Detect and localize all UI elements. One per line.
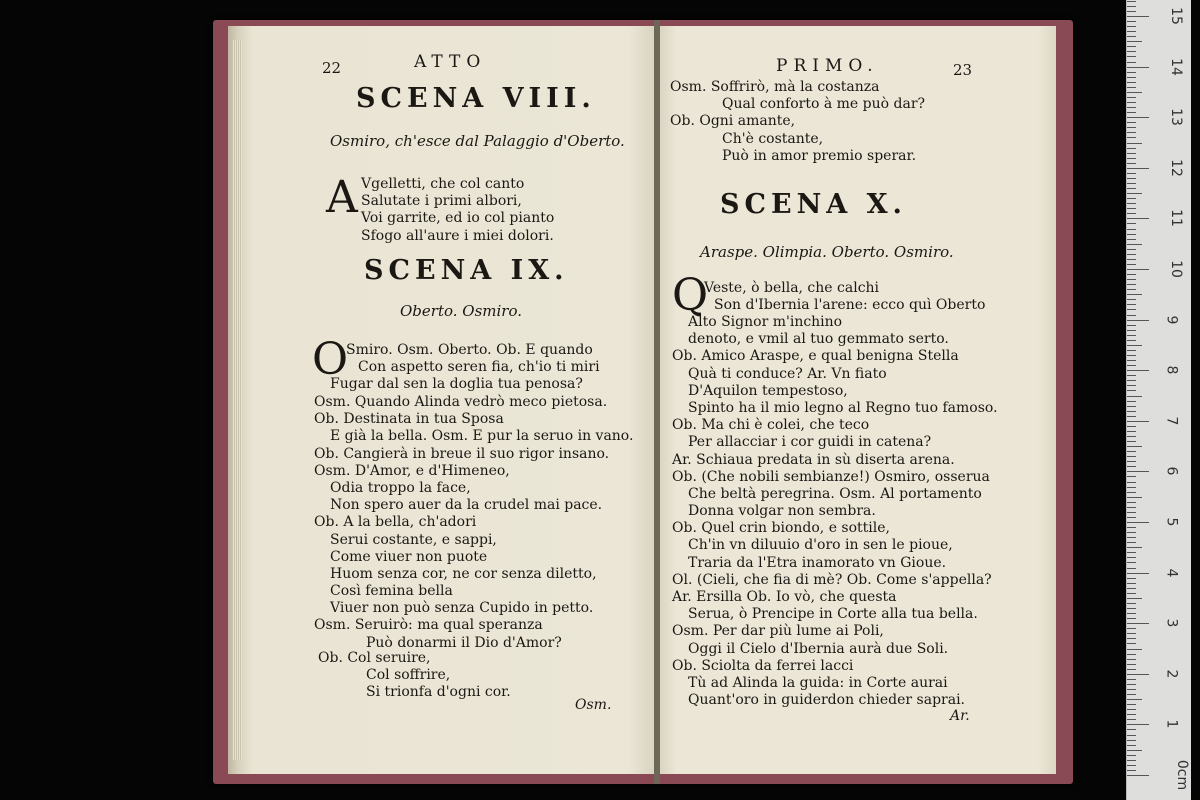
ruler-tick (1127, 168, 1149, 169)
verse-line: Veste, ò bella, che calchi (704, 280, 880, 296)
verse-line: E già la bella. Osm. E pur la seruo in vano. (330, 428, 634, 445)
ruler-tick (1127, 137, 1136, 138)
verse-line: Per allacciar i cor guidi in catena? (688, 434, 932, 451)
ruler-tick (1127, 26, 1136, 27)
ruler-tick (1127, 446, 1142, 447)
ruler-tick (1127, 401, 1136, 402)
ruler-tick (1127, 532, 1136, 533)
page-number-left: 22 (322, 59, 342, 77)
ruler-number: 10 (1167, 260, 1184, 278)
ruler-tick (1127, 750, 1142, 751)
verse-line: Ol. (Cieli, che fia di mè? Ob. Come s'appella? (672, 571, 992, 588)
scene-ix-initial: O (312, 334, 349, 385)
ruler-tick (1127, 229, 1136, 230)
ruler-tick (1127, 552, 1136, 553)
verse-line: Alto Signor m'inchino (688, 314, 843, 330)
ruler-tick (1127, 542, 1136, 543)
verse-line: Può in amor premio sperar. (722, 147, 917, 164)
verse-line: Ch'è costante, (722, 130, 824, 147)
ruler-tick (1127, 512, 1136, 513)
verse-line: Si trionfa d'ogni cor. (366, 684, 511, 701)
ruler-tick (1127, 223, 1136, 224)
verse-line: Ob. Destinata in tua Sposa (314, 411, 504, 428)
ruler-tick (1127, 16, 1149, 17)
ruler-tick (1127, 426, 1136, 427)
ruler-tick (1127, 684, 1136, 685)
ruler-tick (1127, 421, 1149, 422)
verse-line: Qual conforto à me può dar? (722, 96, 926, 113)
ruler-tick (1127, 122, 1136, 123)
ruler-number: 11 (1167, 209, 1184, 228)
ruler-tick (1127, 557, 1136, 558)
verse-line: Odia troppo la face, (330, 479, 471, 496)
ruler-tick (1127, 117, 1149, 118)
ruler-tick (1127, 507, 1136, 508)
ruler-number: 14 (1167, 57, 1184, 76)
ruler-tick (1127, 188, 1136, 189)
verse-line: Ch'in vn diluuio d'oro in sen le pioue, (688, 537, 953, 554)
ruler-tick (1127, 704, 1136, 705)
ruler-tick (1127, 714, 1136, 715)
ruler-number: 8 (1163, 365, 1180, 375)
ruler-tick (1127, 537, 1136, 538)
verse-line: Vgelletti, che col canto (361, 176, 525, 192)
scene-viii-initial: A (326, 172, 358, 223)
ruler-tick (1127, 213, 1136, 214)
ruler-tick (1127, 289, 1136, 290)
ruler-tick (1127, 729, 1136, 730)
ruler-tick (1127, 441, 1136, 442)
ruler-tick (1127, 340, 1136, 341)
ruler-tick (1127, 254, 1136, 255)
ruler-number: 9 (1163, 315, 1180, 325)
verse-line: Smiro. Osm. Oberto. Ob. E quando (346, 342, 593, 358)
ruler-tick (1127, 203, 1136, 204)
ruler-tick (1127, 411, 1136, 412)
ruler-tick (1127, 309, 1136, 310)
ruler-number: 1 (1163, 719, 1180, 729)
verse-line: Salutate i primi albori, (361, 193, 522, 210)
ruler-tick (1127, 335, 1136, 336)
verse-line: Donna volgar non sembra. (688, 503, 876, 520)
ruler-tick (1127, 249, 1136, 250)
ruler-tick (1127, 269, 1149, 270)
verse-line: Ob. Col seruire, (318, 650, 431, 666)
ruler-tick (1127, 740, 1136, 741)
ruler-tick (1127, 279, 1136, 280)
ruler-tick (1127, 396, 1142, 397)
verse-line: Ob. Sciolta da ferrei lacci (672, 657, 854, 674)
ruler-tick (1127, 62, 1136, 63)
ruler-tick (1127, 294, 1142, 295)
ruler-tick (1127, 573, 1149, 574)
ruler-tick (1127, 198, 1136, 199)
verse-line: D'Aquilon tempestoso, (688, 382, 848, 399)
ruler-tick (1127, 502, 1136, 503)
ruler-tick (1127, 41, 1142, 42)
verse-line: Serua, ò Prencipe in Corte alla tua bella. (688, 606, 978, 623)
ruler-tick (1127, 1, 1136, 2)
verse-line: Ob. Ogni amante, (670, 113, 796, 130)
ruler-tick (1127, 132, 1136, 133)
verse-line: Viuer non può senza Cupido in petto. (330, 600, 594, 617)
ruler-tick (1127, 112, 1136, 113)
ruler-tick (1127, 679, 1136, 680)
verse-line: Ob. (Che nobili sembianze!) Osmiro, osserua (672, 468, 990, 485)
ruler-tick (1127, 72, 1136, 73)
ruler-tick (1127, 304, 1136, 305)
verse-line: Ob. Amico Araspe, e qual benigna Stella (672, 348, 959, 365)
ruler-number: 15 (1167, 7, 1184, 25)
ruler-tick (1127, 183, 1136, 184)
verse-line: denoto, e vmil al tuo gemmato serto. (688, 331, 949, 348)
ruler-tick (1127, 208, 1136, 209)
ruler-tick (1127, 476, 1136, 477)
verse-line: Con aspetto seren fia, ch'io ti miri (358, 359, 600, 376)
ruler-tick (1127, 694, 1136, 695)
page-edges (232, 40, 242, 760)
scene-viii-subtitle: Osmiro, ch'esce dal Palaggio d'Oberto. (330, 132, 625, 150)
ruler-tick (1127, 370, 1149, 371)
ruler-tick (1127, 320, 1149, 321)
ruler-tick (1127, 487, 1136, 488)
verse-line: Tù ad Alinda la guida: in Corte aurai (688, 674, 948, 691)
catchword-left: Osm. (575, 697, 612, 713)
ruler-tick (1127, 755, 1136, 756)
ruler-tick (1127, 107, 1136, 108)
scene-ix-text-b (314, 394, 633, 652)
ruler-tick (1127, 598, 1142, 599)
ruler-tick (1127, 613, 1136, 614)
ruler-tick (1127, 669, 1136, 670)
ruler-tick (1127, 770, 1136, 771)
verse-line: Spinto ha il mio legno al Regno tuo famoso. (688, 399, 998, 416)
ruler-tick (1127, 471, 1149, 472)
ruler-tick (1127, 664, 1136, 665)
ruler-tick (1127, 654, 1136, 655)
ruler-tick (1127, 330, 1136, 331)
scene-x-subtitle: Araspe. Olimpia. Oberto. Osmiro. (700, 243, 954, 261)
ruler-tick (1127, 497, 1142, 498)
ruler-number: 5 (1163, 517, 1180, 527)
ruler-tick (1127, 299, 1136, 300)
ruler-tick (1127, 649, 1142, 650)
verse-line: Son d'Ibernia l'arene: ecco quì Oberto (714, 297, 986, 314)
ruler-tick (1127, 259, 1136, 260)
ruler-number: 0cm (1174, 759, 1191, 791)
verse-line: Ar. Schiaua predata in sù diserta arena. (672, 451, 955, 468)
verse-line: Quant'oro in guiderdon chieder saprai. (688, 692, 965, 709)
ruler-tick (1127, 608, 1136, 609)
ruler-tick (1127, 724, 1149, 725)
ruler-number: 12 (1167, 158, 1184, 177)
verse-line: Quà ti conduce? Ar. Vn fiato (688, 365, 887, 382)
ruler-tick (1127, 719, 1136, 720)
catchword-right: Ar. (950, 708, 970, 724)
ruler-tick (1127, 466, 1136, 467)
ruler-tick (1127, 618, 1136, 619)
ruler-tick (1127, 153, 1136, 154)
ruler-tick (1127, 517, 1136, 518)
scene-ix-text-a (330, 342, 600, 394)
ruler-tick (1127, 643, 1136, 644)
ruler-tick (1127, 638, 1136, 639)
verse-line: Osm. Seruirò: ma qual speranza (314, 617, 543, 634)
ruler-tick (1127, 315, 1136, 316)
verse-line: Col soffrire, (366, 667, 451, 684)
ruler-tick (1127, 659, 1136, 660)
verse-line: Osm. D'Amor, e d'Himeneo, (314, 462, 510, 479)
ruler-number: 7 (1163, 416, 1180, 426)
scene-viii-title: SCENA VIII. (356, 83, 596, 114)
ruler-number: 2 (1163, 669, 1180, 679)
ruler-tick (1127, 765, 1136, 766)
ruler-tick (1127, 264, 1136, 265)
ruler-tick (1127, 163, 1136, 164)
ruler-tick (1127, 482, 1136, 483)
ruler-tick (1127, 689, 1136, 690)
ruler-tick (1127, 178, 1136, 179)
verse-line: Serui costante, e sappi, (330, 531, 497, 548)
ruler-tick (1127, 431, 1136, 432)
ruler-tick (1127, 735, 1136, 736)
ruler-tick (1127, 365, 1136, 366)
verse-line: Fugar dal sen la doglia tua penosa? (330, 376, 583, 393)
ruler-number: 6 (1163, 466, 1180, 476)
scene-x-title: SCENA X. (720, 189, 907, 220)
ruler-tick (1127, 588, 1136, 589)
ruler-tick (1127, 456, 1136, 457)
ruler-tick (1127, 46, 1136, 47)
ruler-tick (1127, 87, 1136, 88)
ruler-tick (1127, 56, 1136, 57)
verse-line: Osm. Soffrirò, mà la costanza (670, 79, 880, 95)
ruler-tick (1127, 406, 1136, 407)
ruler-tick (1127, 234, 1136, 235)
ruler-tick (1127, 244, 1142, 245)
page-number-right: 23 (953, 61, 973, 79)
ruler-tick (1127, 674, 1149, 675)
ruler-tick (1127, 193, 1142, 194)
verse-line: Può donarmi il Dio d'Amor? (366, 634, 562, 651)
ruler-tick (1127, 274, 1136, 275)
verse-line: Che beltà peregrina. Osm. Al portamento (688, 485, 982, 502)
ruler-tick (1127, 451, 1136, 452)
ruler-tick (1127, 360, 1136, 361)
verse-line: Non spero auer da la crudel mai pace. (330, 497, 603, 514)
ruler-tick (1127, 77, 1136, 78)
ruler-tick (1127, 775, 1149, 776)
ruler-tick (1127, 127, 1136, 128)
ruler-tick (1127, 148, 1136, 149)
ruler-tick (1127, 102, 1136, 103)
verse-line: Osm. Quando Alinda vedrò meco pietosa. (314, 394, 608, 410)
ruler-tick (1127, 390, 1136, 391)
ruler-tick (1127, 633, 1136, 634)
scene-viii-text (361, 176, 554, 245)
verse-line: Sfogo all'aure i miei dolori. (361, 227, 554, 244)
ruler-tick (1127, 709, 1136, 710)
ruler-tick (1127, 603, 1136, 604)
ruler-tick (1127, 385, 1136, 386)
ruler-tick (1127, 218, 1149, 219)
scene-x-text-b (672, 314, 998, 709)
ruler-tick (1127, 143, 1142, 144)
ruler-tick (1127, 36, 1136, 37)
ruler-tick (1127, 562, 1136, 563)
verse-line: Così femina bella (330, 583, 453, 600)
verse-line: Come viuer non puote (330, 548, 488, 565)
verse-line: Oggi il Cielo d'Ibernia aurà due Soli. (688, 640, 949, 657)
ruler-tick (1127, 350, 1136, 351)
verse-line: Voi garrite, ed io col pianto (361, 210, 555, 227)
ruler-tick (1127, 416, 1136, 417)
ruler-tick (1127, 82, 1136, 83)
ruler-tick (1127, 6, 1136, 7)
scene-ix-subtitle: Oberto. Osmiro. (400, 302, 522, 320)
ruler-tick (1127, 345, 1142, 346)
ruler-tick (1127, 593, 1136, 594)
ruler-tick (1127, 67, 1149, 68)
ruler-tick (1127, 375, 1136, 376)
ruler-tick (1127, 628, 1136, 629)
ruler-number: 13 (1167, 108, 1184, 127)
verse-line: Ob. Cangierà in breue il suo rigor insano. (314, 445, 610, 462)
ruler-tick (1127, 51, 1136, 52)
verse-line: Ob. Ma chi è colei, che teco (672, 417, 870, 434)
ruler-tick (1127, 284, 1136, 285)
ruler-tick (1127, 547, 1142, 548)
verse-line: Traria da l'Etra inamorato vn Gioue. (688, 554, 947, 571)
ruler-tick (1127, 380, 1136, 381)
verse-line: Huom senza cor, ne cor senza diletto, (330, 565, 597, 582)
ruler-tick (1127, 21, 1136, 22)
ruler-tick (1127, 173, 1136, 174)
verse-line: Ob. A la bella, ch'adori (314, 514, 477, 531)
running-head-left: ATTO (414, 52, 487, 72)
scene-x-initial: Q (672, 270, 709, 321)
ruler-tick (1127, 527, 1136, 528)
ruler-tick (1127, 92, 1142, 93)
scene-ix-title: SCENA IX. (364, 255, 569, 286)
ruler-tick (1127, 578, 1136, 579)
running-head-right: PRIMO. (776, 56, 879, 76)
ruler-tick (1127, 31, 1136, 32)
ruler-tick (1127, 158, 1136, 159)
verse-line: Osm. Per dar più lume ai Poli, (672, 623, 884, 640)
ruler-tick (1127, 436, 1136, 437)
ruler-tick (1127, 11, 1136, 12)
ruler-tick (1127, 583, 1136, 584)
ruler-tick (1127, 492, 1136, 493)
ruler-tick (1127, 760, 1136, 761)
ruler-tick (1127, 355, 1136, 356)
ruler-tick (1127, 623, 1149, 624)
ruler-tick (1127, 325, 1136, 326)
scene-ix-text-c (318, 650, 511, 702)
ruler-tick (1127, 699, 1142, 700)
measuring-ruler (1126, 0, 1191, 800)
ruler-number: 4 (1163, 568, 1180, 578)
verse-line: Ob. Quel crin biondo, e sottile, (672, 520, 890, 537)
ruler-number: 3 (1163, 618, 1180, 628)
ruler-tick (1127, 239, 1136, 240)
ruler-tick (1127, 745, 1136, 746)
ruler-tick (1127, 568, 1136, 569)
scene-x-text-a (704, 280, 985, 314)
ruler-tick (1127, 461, 1136, 462)
book-gutter (654, 20, 660, 784)
ruler-tick (1127, 522, 1149, 523)
verse-line: Ar. Ersilla Ob. Io vò, che questa (672, 589, 897, 605)
top-dialogue (670, 79, 925, 165)
ruler-tick (1127, 97, 1136, 98)
